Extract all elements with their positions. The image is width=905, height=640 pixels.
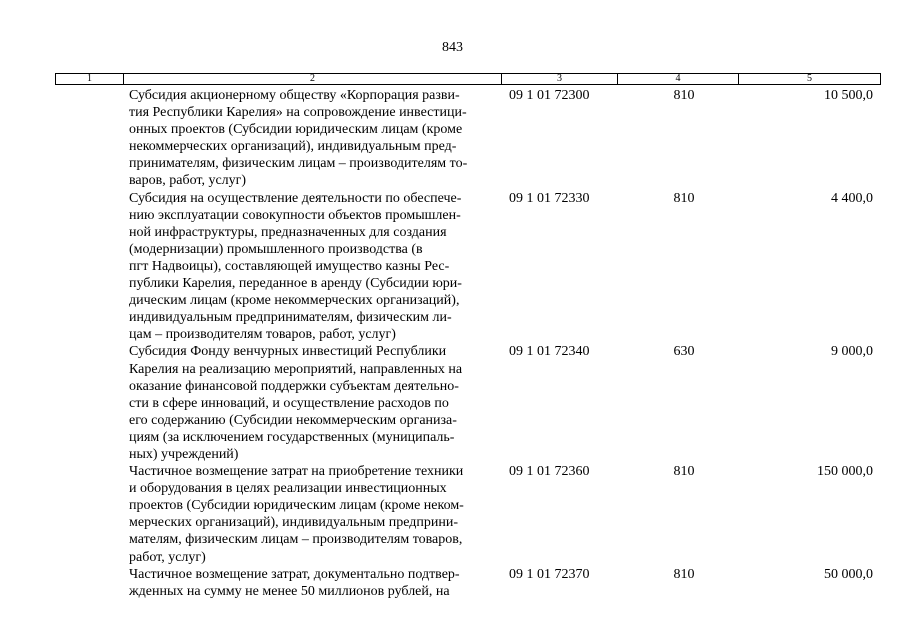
row-description: Субсидия на осуществление деятельности по обеспече- нию эксплуатации совокупности объектов промышлен- ной инфраструктуры, предназначенных для создания (модернизации) промышленного производства (в пгт Надвоицы), составляющей имущество казны Рес- публики Карелия, переданное в аренду (Субсидии юри- дическим лицам (кроме некоммерческих организаций), индивидуальным предпринимателям, физическим ли- цам – производителям товаров, работ, услуг) [129, 190, 462, 343]
row-amount: 50 000,0 [824, 566, 873, 582]
header-cell-4: 4 [618, 74, 739, 84]
row-code: 09 1 01 72370 [509, 566, 590, 582]
table-body [55, 87, 881, 600]
table-row [55, 190, 881, 344]
header-cell-1: 1 [56, 74, 124, 84]
row-type: 810 [673, 566, 695, 582]
row-amount: 10 500,0 [824, 88, 873, 103]
row-code: 09 1 01 72340 [509, 344, 590, 360]
table-header-row [55, 73, 881, 85]
table-row [55, 463, 881, 566]
row-type: 810 [673, 464, 695, 480]
row-amount: 9 000,0 [831, 344, 873, 360]
header-cell-3: 3 [502, 74, 618, 84]
row-code: 09 1 01 72360 [509, 464, 590, 480]
row-description: Частичное возмещение затрат, документально подтвер- жденных на сумму не менее 50 миллионов рублей, на [129, 566, 460, 599]
header-cell-2: 2 [124, 74, 502, 84]
row-description: Частичное возмещение затрат на приобретение техники и оборудования в целях реализации инвестиционных проектов (Субсидии юридическим лицам (кроме неком- мерческих организаций), индивидуальным предприни- мателям, физическим лицам – производителям товаров, работ, услуг) [129, 464, 464, 565]
row-code: 09 1 01 72330 [509, 190, 590, 206]
row-type: 810 [673, 190, 695, 206]
table-row [55, 566, 881, 600]
row-type: 810 [673, 88, 695, 103]
row-description: Субсидия акционерному обществу «Корпорация разви- тия Республики Карелия» на сопровождение инвестици- онных проектов (Субсидии юридическим лицам (кроме некоммерческих организаций), индивидуальным пред- принимателям, физическим лицам – производителям то- варов, работ, услуг) [129, 88, 468, 189]
row-amount: 150 000,0 [817, 464, 873, 480]
row-type: 630 [673, 344, 695, 360]
page-number: 843 [442, 40, 463, 55]
row-code: 09 1 01 72300 [509, 88, 590, 103]
row-description: Субсидия Фонду венчурных инвестиций Республики Карелия на реализацию мероприятий, направленных на оказание финансовой поддержки субъектам деятельно- сти в сфере инноваций, и осуществление расходов по его содержанию (Субсидии некоммерческим организа- циям (за исключением государственных (муниципаль- ных) учреждений) [129, 344, 463, 462]
header-cell-5: 5 [807, 73, 812, 84]
row-amount: 4 400,0 [831, 190, 873, 206]
table-row [55, 343, 881, 463]
table-row [55, 87, 881, 190]
